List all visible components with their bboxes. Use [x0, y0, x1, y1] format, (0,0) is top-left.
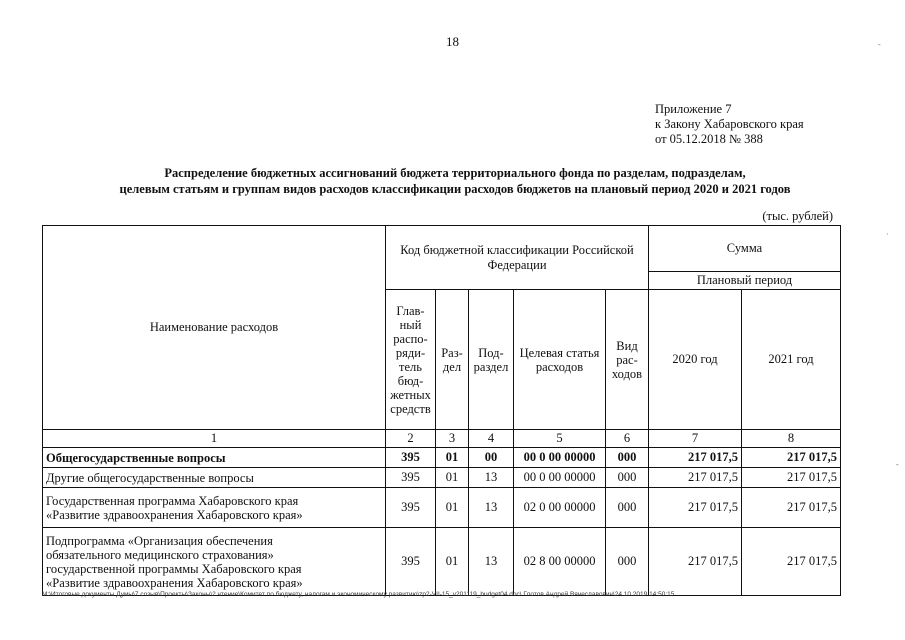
- header-row: [43, 226, 841, 272]
- appendix-line: от 05.12.2018 № 388: [655, 132, 763, 146]
- appendix-line: Приложение 7: [655, 102, 732, 116]
- column-number-row: [43, 430, 841, 448]
- cell-amount-2020: 217 017,5: [649, 468, 742, 488]
- header-sum: Сумма: [649, 226, 841, 272]
- column-number: 3: [436, 430, 469, 448]
- budget-table: [42, 225, 841, 596]
- cell-main-manager: 395: [386, 488, 436, 528]
- cell-amount-2021: 217 017,5: [742, 468, 841, 488]
- cell-main-manager: 395: [386, 448, 436, 468]
- footer-file-path: M:\Итоговые документы Думы\7 созыв\Проекты\Законы\2 чтение\Комитет по бюджету, налогам и экономическому развитию\zp2-VII-15_v201119_budget04.doc\ Глотов Андрей Вячеславович\24.10.2019 14:50:15: [42, 591, 675, 598]
- cell-type: 000: [606, 468, 649, 488]
- cell-section: 01: [436, 488, 469, 528]
- table-row: [43, 448, 841, 468]
- title-line: целевым статьям и группам видов расходов классификации расходов бюджетов на плановый период 2020 и 2021 годов: [119, 182, 791, 196]
- cell-target: 00 0 00 00000: [514, 468, 606, 488]
- column-number: 1: [43, 430, 386, 448]
- row-name-line: Государственная программа Хабаровского края: [46, 493, 299, 508]
- header-classification: [386, 226, 649, 290]
- column-number: 7: [649, 430, 742, 448]
- cell-target: 00 0 00 00000: [514, 448, 606, 468]
- row-name: [43, 488, 386, 528]
- header-year-2021: 2021 год: [742, 290, 841, 430]
- document-title: [40, 165, 870, 197]
- column-number: 4: [469, 430, 514, 448]
- table-row: [43, 488, 841, 528]
- scan-mark: -: [896, 460, 899, 469]
- table-row: [43, 468, 841, 488]
- cell-amount-2020: 217 017,5: [649, 528, 742, 596]
- cell-target: 02 8 00 00000: [514, 528, 606, 596]
- cell-subsection: 13: [469, 468, 514, 488]
- header-classification-text: Код бюджетной классификации Российской Федерации: [400, 242, 634, 272]
- cell-section: 01: [436, 448, 469, 468]
- header-planning-period: Плановый период: [649, 272, 841, 290]
- row-name-line: обязательного медицинского страхования»: [46, 547, 274, 562]
- cell-type: 000: [606, 488, 649, 528]
- scan-mark: -: [878, 40, 881, 49]
- header-type: Вид рас-ходов: [606, 290, 649, 430]
- header-year-2020: 2020 год: [649, 290, 742, 430]
- row-name: [43, 528, 386, 596]
- row-name: Общегосударственные вопросы: [43, 448, 386, 468]
- appendix-line: к Закону Хабаровского края: [655, 117, 804, 131]
- column-number: 2: [386, 430, 436, 448]
- units-label: (тыс. рублей): [762, 209, 833, 223]
- column-number: 6: [606, 430, 649, 448]
- column-number: 5: [514, 430, 606, 448]
- cell-subsection: 13: [469, 488, 514, 528]
- cell-subsection: 13: [469, 528, 514, 596]
- row-name-line: государственной программы Хабаровского края: [46, 561, 302, 576]
- header-target: Целевая статья расходов: [514, 290, 606, 430]
- table-row: [43, 528, 841, 596]
- row-name-line: «Развитие здравоохранения Хабаровского края»: [46, 507, 303, 522]
- row-name-line: Подпрограмма «Организация обеспечения: [46, 533, 273, 548]
- cell-main-manager: 395: [386, 468, 436, 488]
- cell-amount-2020: 217 017,5: [649, 448, 742, 468]
- page-number: 18: [446, 34, 459, 49]
- cell-amount-2021: 217 017,5: [742, 528, 841, 596]
- title-line: Распределение бюджетных ассигнований бюджета территориального фонда по разделам, подразделам,: [164, 166, 746, 180]
- cell-section: 01: [436, 468, 469, 488]
- cell-type: 000: [606, 528, 649, 596]
- column-number: 8: [742, 430, 841, 448]
- header-section: Раз-дел: [436, 290, 469, 430]
- row-name-line: «Развитие здравоохранения Хабаровского края»: [46, 575, 303, 590]
- header-name: Наименование расходов: [43, 226, 386, 430]
- cell-section: 01: [436, 528, 469, 596]
- cell-amount-2020: 217 017,5: [649, 488, 742, 528]
- scan-mark: ·: [886, 230, 889, 239]
- cell-target: 02 0 00 00000: [514, 488, 606, 528]
- cell-amount-2021: 217 017,5: [742, 488, 841, 528]
- header-main-manager: Глав-ный распо-ряди-тель бюд-жетных средств: [386, 290, 436, 430]
- cell-main-manager: 395: [386, 528, 436, 596]
- header-subsection: Под-раздел: [469, 290, 514, 430]
- row-name: Другие общегосударственные вопросы: [43, 468, 386, 488]
- cell-subsection: 00: [469, 448, 514, 468]
- cell-amount-2021: 217 017,5: [742, 448, 841, 468]
- appendix-block: [655, 102, 804, 147]
- cell-type: 000: [606, 448, 649, 468]
